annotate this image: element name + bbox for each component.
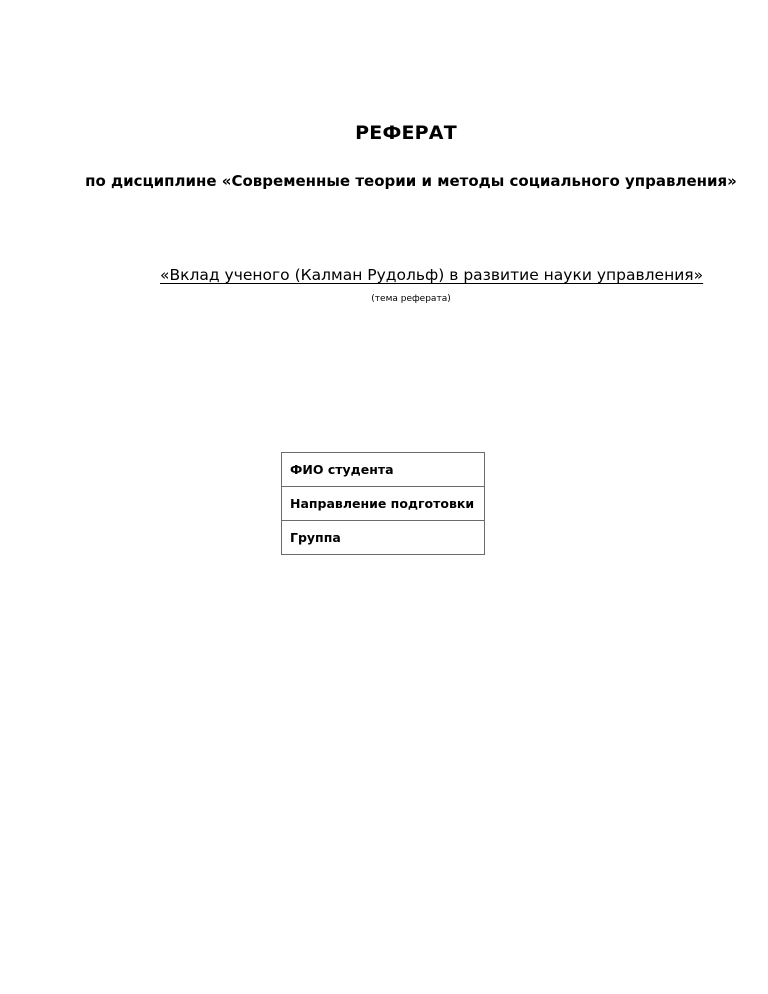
student-info-table (281, 452, 485, 555)
table-row (282, 487, 485, 521)
student-name-label: ФИО студента (282, 453, 485, 487)
group-label: Группа (282, 521, 485, 555)
table-row (282, 521, 485, 555)
topic-title: «Вклад ученого (Калман Рудольф) в развитие науки управления» (160, 266, 704, 284)
table-row (282, 453, 485, 487)
topic-caption: (тема реферата) (371, 294, 451, 304)
document-title: РЕФЕРАТ (355, 122, 457, 144)
discipline-line: по дисциплине «Современные теории и методы социального управления» (85, 172, 737, 190)
study-direction-label: Направление подготовки (282, 487, 485, 521)
